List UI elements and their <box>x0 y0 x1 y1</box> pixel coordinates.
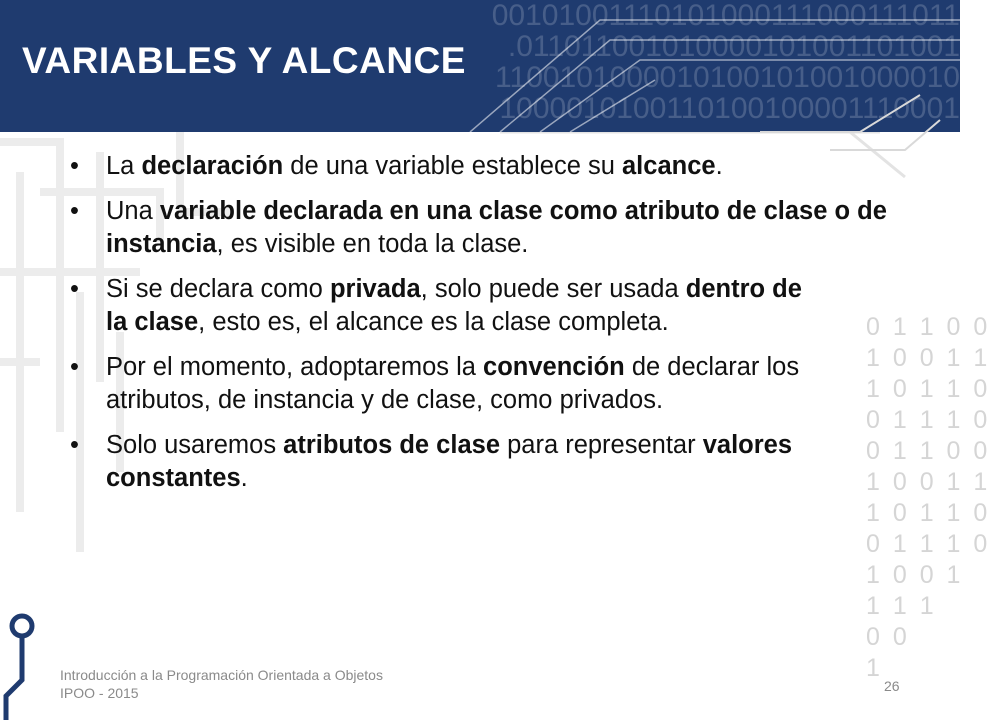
bullet-list <box>70 150 900 495</box>
binary-digit-row: 1 0 1 1 0 <box>866 499 990 527</box>
binary-digit-row: 1 <box>866 654 883 682</box>
bullet-item <box>70 429 846 495</box>
bullet-bold-segment: valores constantes <box>106 431 793 492</box>
page-number: 26 <box>884 678 900 694</box>
page-title: VARIABLES Y ALCANCE <box>22 40 466 81</box>
footer-circuit-decoration <box>0 600 60 720</box>
bullet-segment: Si se declara como <box>106 275 330 303</box>
bullet-item <box>70 351 836 417</box>
bullet-text <box>106 197 887 258</box>
footer-course-code: IPOO - 2015 <box>60 685 139 701</box>
bullet-item <box>70 195 900 261</box>
binary-digit-row: 1 0 0 1 <box>866 561 964 589</box>
bullet-bold-segment: alcance <box>622 152 716 180</box>
bullet-segment: . <box>715 152 723 180</box>
bullet-bold-segment: privada <box>329 275 421 303</box>
bullet-segment: La <box>106 152 142 180</box>
binary-digit-row: 0 0 <box>866 623 910 651</box>
bullet-text <box>106 431 792 492</box>
binary-line: 1100101000010100101001000010 <box>495 61 960 94</box>
bullet-dot: • <box>70 197 79 225</box>
bullet-dot: • <box>70 152 79 180</box>
bullet-text <box>106 152 723 180</box>
binary-digit-row: 0 1 1 1 0 <box>866 530 990 558</box>
bullet-text <box>106 275 802 336</box>
bullet-bold-segment: atributos de clase <box>283 431 500 459</box>
bullet-segment: , esto es, el alcance es la clase completa. <box>198 308 669 336</box>
bullet-segment: . <box>240 464 248 492</box>
binary-digit-row: 0 1 1 0 0 <box>866 437 990 465</box>
slide-content <box>70 150 900 507</box>
bullet-bold-segment: convención <box>483 353 625 381</box>
bullet-segment: para representar <box>500 431 703 459</box>
bullet-segment: , solo puede ser usada <box>420 275 686 303</box>
footer-course-title: Introducción a la Programación Orientada a Objetos <box>60 667 383 683</box>
bullet-dot: • <box>70 275 79 303</box>
binary-digit-row: 0 1 1 0 0 <box>866 313 990 341</box>
bullet-segment: de una variable establece su <box>283 152 622 180</box>
binary-digit-row: 1 0 1 1 0 <box>866 375 990 403</box>
bullet-segment: Una <box>106 197 160 225</box>
bullet-segment: , es visible en toda la clase. <box>216 230 529 258</box>
bullet-item <box>70 273 826 339</box>
bullet-segment: Por el momento, adoptaremos la <box>106 353 484 381</box>
bullet-bold-segment: dentro de la clase <box>106 275 802 336</box>
binary-line: .011011001010000101001101001 <box>507 30 960 63</box>
bullet-segment: de declarar los atributos, de instancia y de clase, como privados. <box>106 353 800 414</box>
bullet-segment: Solo usaremos <box>106 431 284 459</box>
binary-line: 00101001110101000111000111011 <box>491 0 960 32</box>
bullet-bold-segment: variable declarada en una clase como atributo de clase o de instancia <box>106 197 887 258</box>
footer <box>60 666 383 702</box>
binary-digit-row: 1 1 1 <box>866 592 937 620</box>
bullet-dot: • <box>70 431 79 459</box>
binary-digit-row: 1 0 0 1 1 <box>866 468 990 496</box>
bullet-item <box>70 150 906 183</box>
bullet-bold-segment: declaración <box>141 152 284 180</box>
binary-digit-row: 1 0 0 1 1 <box>866 344 990 372</box>
bullet-dot: • <box>70 353 79 381</box>
binary-digit-row: 0 1 1 1 0 <box>866 406 990 434</box>
binary-line: 1000010100110100100001110001 <box>499 92 960 125</box>
bullet-text <box>106 353 799 414</box>
